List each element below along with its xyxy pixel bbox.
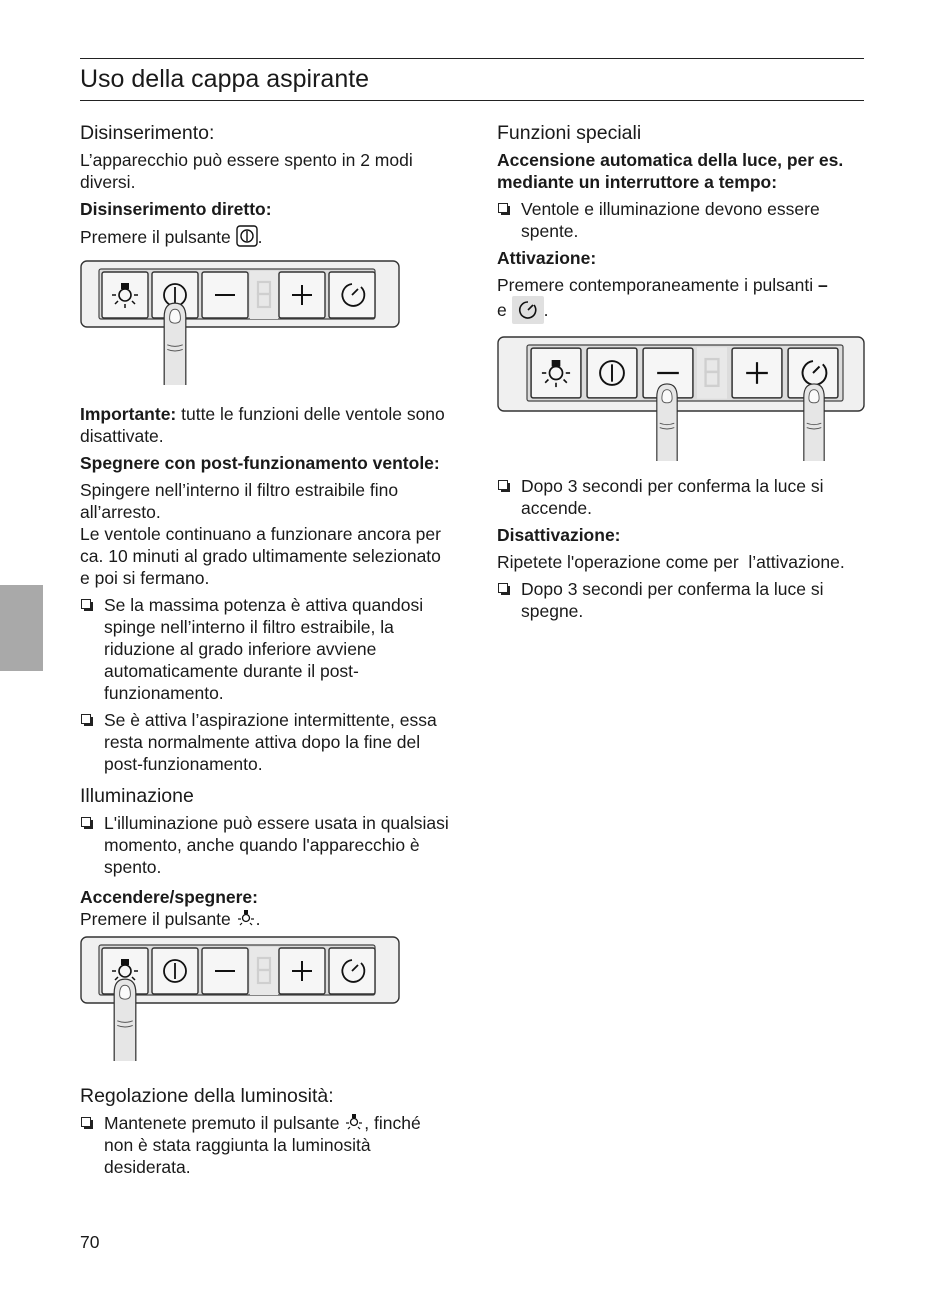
paragraph-post-2: Le ventole continuano a funzionare ancora per ca. 10 minuti al grado ultimamente selezionato e poi si fermano. (80, 524, 441, 588)
left-column (80, 120, 452, 1183)
list-item: Dopo 3 secondi per conferma la luce si accende. (497, 475, 867, 519)
power-icon (236, 225, 258, 247)
importante-label: Importante: (80, 404, 177, 424)
paragraph-attivazione-2: e . (497, 296, 867, 324)
subheading-post: Spegnere con post-funzionamento ventole: (80, 453, 440, 473)
checkbox-bullet-icon (81, 714, 91, 724)
paragraph-importante (80, 403, 452, 447)
segment-display (697, 347, 727, 398)
paragraph-direct: Premere il pulsante . (80, 227, 263, 247)
section-heading-funzioni: Funzioni speciali (497, 122, 642, 144)
title-rule (80, 100, 864, 101)
right-column (497, 120, 867, 627)
list-item: Ventole e illuminazione devono essere spente. (497, 198, 867, 242)
list-item: L'illuminazione può essere usata in qualsiasi momento, anche quando l'apparecchio è spento. (80, 812, 452, 878)
checkbox-bullet-icon (498, 583, 508, 593)
pressing-finger (657, 384, 677, 461)
timer-icon (512, 296, 544, 324)
paragraph-disattivazione: Ripetete l'operazione come per l’attivazione. (497, 552, 845, 572)
list-item: Se la massima potenza è attiva quandosi spinge nell’interno il filtro estraibile, la riduzione al grado inferiore avviene automaticamente durante il post-funzionamento. (80, 594, 452, 704)
importante-text: tutte le funzioni delle ventole sono disattivate. (80, 404, 445, 446)
top-rule (80, 58, 864, 59)
subheading-disattivazione: Disattivazione: (497, 525, 621, 545)
segment-display (250, 271, 278, 319)
page-number: 70 (80, 1232, 100, 1252)
pressing-finger (804, 384, 824, 461)
pressing-finger (164, 303, 186, 385)
pressing-finger (114, 979, 136, 1061)
control-panel-figure-power (80, 260, 400, 385)
checkbox-bullet-icon (81, 817, 91, 827)
checkbox-bullet-icon (81, 1117, 91, 1127)
paragraph-post-1: Spingere nell’interno il filtro estraibile fino all’arresto. (80, 480, 399, 522)
light-icon (236, 909, 256, 929)
paragraph-intro: L’apparecchio può essere spento in 2 modi diversi. (80, 150, 413, 192)
list-item: Dopo 3 secondi per conferma la luce si spegne. (497, 578, 867, 622)
list-item: Se è attiva l’aspirazione intermittente, essa resta normalmente attiva dopo la fine del post-funzionamento. (80, 709, 452, 775)
segment-display (250, 947, 278, 995)
paragraph-onoff: Premere il pulsante . (80, 909, 261, 929)
section-tab-marker (0, 585, 43, 671)
light-icon (344, 1113, 364, 1133)
subheading-direct: Disinserimento diretto: (80, 199, 272, 219)
subheading-onoff: Accendere/spegnere: (80, 887, 258, 907)
subheading-attivazione: Attivazione: (497, 248, 597, 268)
checkbox-bullet-icon (498, 480, 508, 490)
section-heading-luminosita: Regolazione della luminosità: (80, 1085, 334, 1107)
checkbox-bullet-icon (498, 203, 508, 213)
list-item: Mantenete premuto il pulsante , finché non è stata raggiunta la luminosità desiderata. (80, 1112, 452, 1178)
checkbox-bullet-icon (81, 599, 91, 609)
subheading-accensione: Accensione automatica della luce, per es. mediante un interruttore a tempo: (497, 150, 844, 192)
paragraph-attivazione: Premere contemporaneamente i pulsanti – (497, 275, 828, 295)
section-heading-disinserimento: Disinserimento: (80, 122, 215, 144)
page-title: Uso della cappa aspirante (80, 65, 370, 93)
section-heading-illuminazione: Illuminazione (80, 785, 194, 807)
direct-text: Premere il pulsante (80, 227, 231, 247)
control-panel-figure-light (80, 936, 400, 1061)
control-panel-figure-minus-timer (497, 336, 867, 461)
